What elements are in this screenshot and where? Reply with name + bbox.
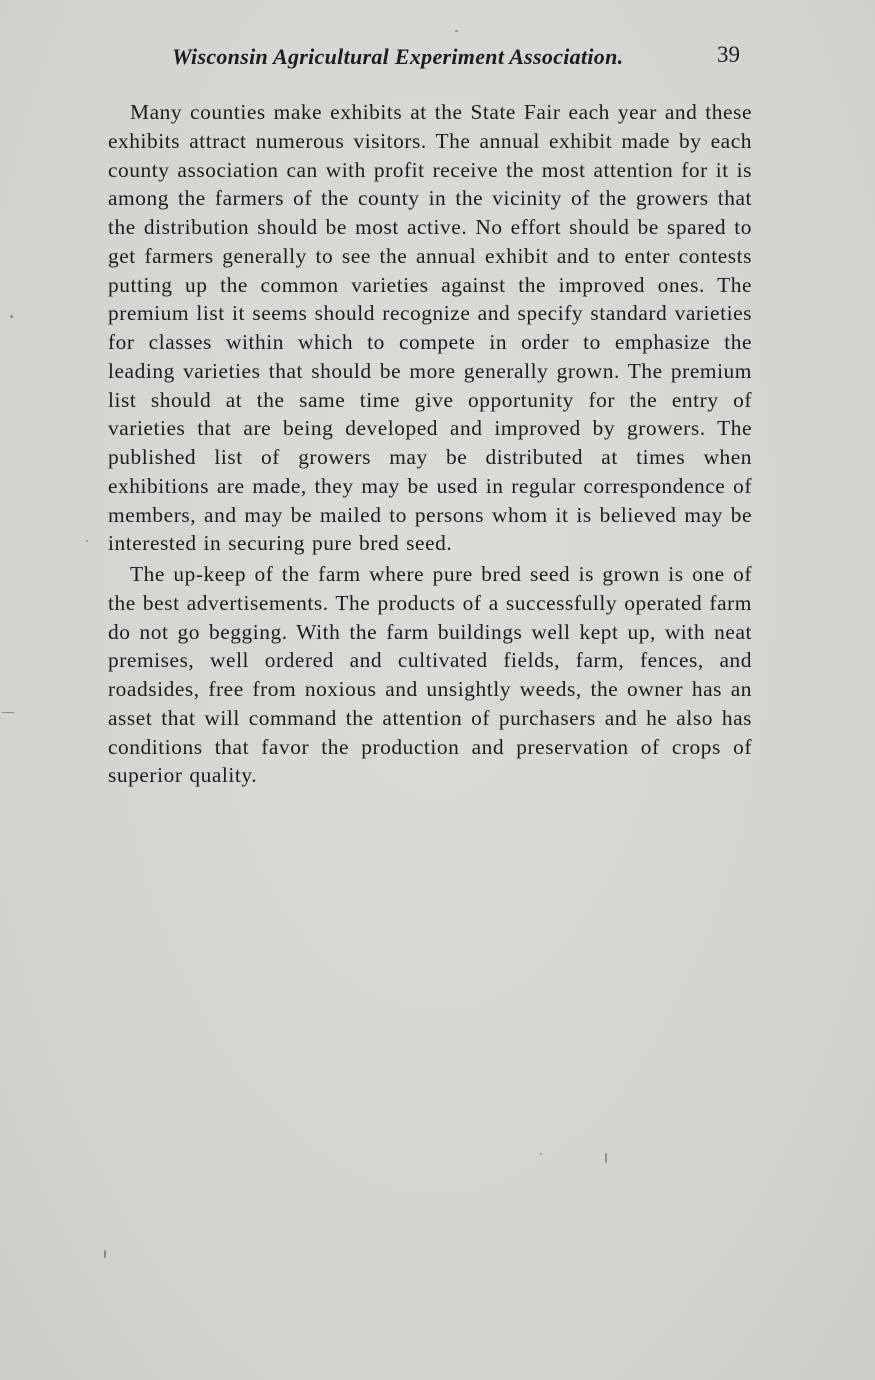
scan-speck [605,1153,607,1163]
paragraph-state-fair-exhibits: Many counties make exhibits at the State Fair each year and these exhibits attract numerous visitors. The annual exhibit made by each county association can with profit receive the most attention for it is among the farmers of the county in the vicinity of the growers that the distribution should be most active. No effort should be spared to get farmers generally to see the annual exhibit and to enter contests putting up the common varieties against the improved ones. The premium list it seems should recognize and specify standard varieties for classes within which to compete in order to emphasize the leading varieties that should be more generally grown. The premium list should at the same time give opportunity for the entry of varieties that are being developed and improved by growers. The published list of growers may be distributed at times when exhibitions are made, they may be used in regular correspondence of members, and may be mailed to persons whom it is believed may be interested in securing pure bred seed. [108,100,752,556]
running-title: Wisconsin Agricultural Experiment Association. [172,44,624,69]
running-head [110,40,750,76]
body-text [108,98,752,790]
scan-speck [10,315,13,318]
scan-speck [86,540,88,542]
scan-speck [455,30,458,32]
scan-speck [540,1153,542,1155]
paragraph-farm-upkeep: The up-keep of the farm where pure bred seed is grown is one of the best advertisements. The products of a successfully operated farm do not go begging. With the farm buildings well kept up, with neat premises, well ordered and cultivated fields, farm, fences, and roadsides, free from noxious and unsightly weeds, the owner has an asset that will command the attention of purchasers and he also has conditions that favor the production and preservation of crops of superior quality. [108,562,752,788]
scan-speck [2,712,14,713]
page-number: 39 [717,42,740,67]
scan-speck [104,1250,106,1258]
